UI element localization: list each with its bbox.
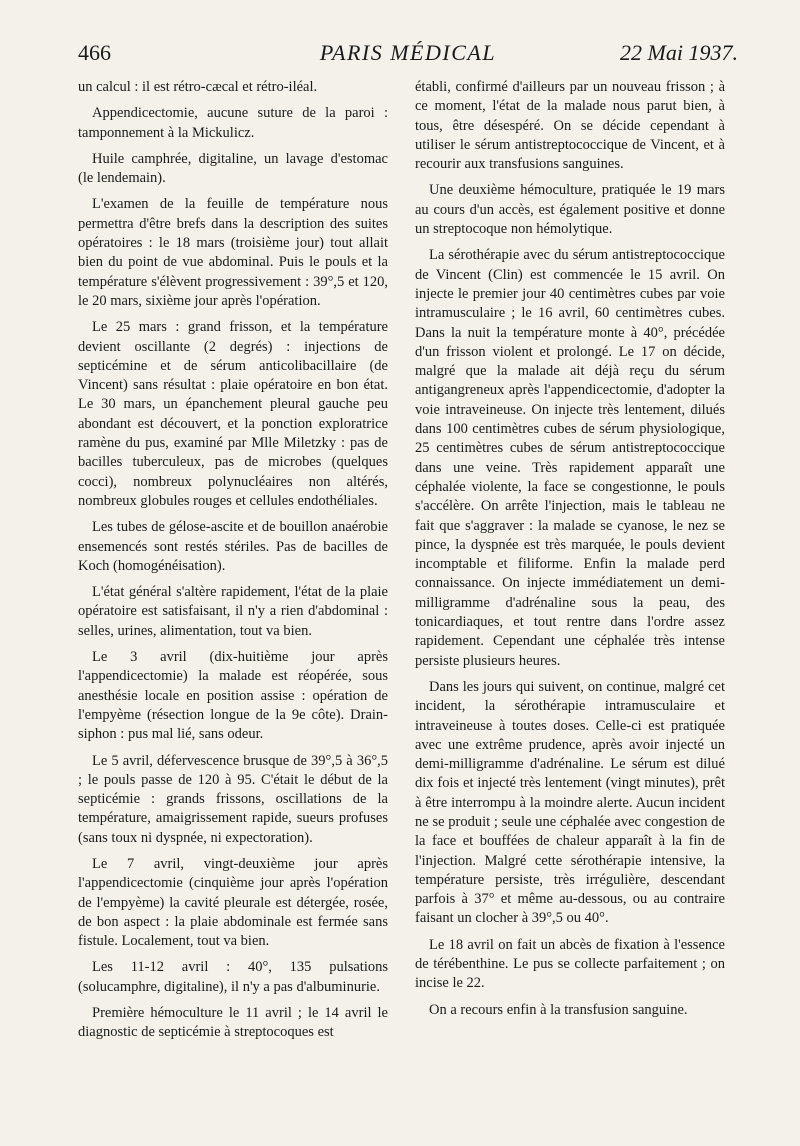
paragraph: établi, confirmé d'ailleurs par un nouveau frisson ; à ce moment, l'état de la malade nous parut bien, à tous, être désespéré. On se décide cependant à utiliser le sérum antistreptococcique de Vincent, et à recourir aux transfusions sanguines. (415, 79, 725, 173)
paragraph: Dans les jours qui suivent, on continue, malgré cet incident, la sérothérapie intramusculaire et intraveineuse à toutes doses. Celle-ci est pratiquée avec une extrême prudence, après avoir injecté un demi-milligramme d'adrénaline. Le sérum est dilué dix fois et injecté très lentement (vingt minutes), prêt à être interrompu à la moindre alerte. Aucun incident ne se produit ; seule une céphalée avec congestion de la face et bouffées de chaleur apparaît à la fin de l'injection. Malgré cette sérothérapie intensive, la température persiste, très irrégulière, descendant parfois à 37° et même au-dessous, ou au contraire faisant un clocher à 39°,5 ou 40°. (415, 678, 725, 927)
paragraph: Le 3 avril (dix-huitième jour après l'appendicectomie) la malade est réopérée, sous anesthésie locale en position assise : opération de l'empyème (résection longue de la 9e côte). Drain-siphon : pus mal lié, sans odeur. (78, 649, 388, 743)
paragraph: Première hémoculture le 11 avril ; le 14 avril le diagnostic de septicémie à streptocoques est (78, 1005, 388, 1041)
paragraph: Le 25 mars : grand frisson, et la température devient oscillante (2 degrés) : injections de septicémine et de sérum anticolibacillaire (de Vincent) sans résultat : plaie opératoire en bon état. Le 30 mars, un épanchement pleural gauche peu abondant est découvert, et la ponction exploratrice ramène du pus, examiné par Mlle Miletzky : pas de bacilles tuberculeux, pas de microbes (quelques cocci), nombreux polynucléaires non altérés, nombreux globules rouges et cellules endothéliales. (78, 319, 388, 509)
paragraph: Le 5 avril, défervescence brusque de 39°,5 à 36°,5 ; le pouls passe de 120 à 95. C'était le début de la septicémie : grands frissons, oscillations de la température, amaigrissement rapide, sueurs profuses (sans toux ni dyspnée, ni expectoration). (78, 752, 388, 846)
paragraph: Le 18 avril on fait un abcès de fixation à l'essence de térébenthine. Le pus se collecte parfaitement ; on incise le 22. (415, 936, 725, 992)
right-column (415, 78, 725, 1027)
paragraph: Les tubes de gélose-ascite et de bouillon anaérobie ensemencés sont restés stériles. Pas de bacilles de Koch (homogénéisation). (78, 519, 388, 574)
journal-title: PARIS MÉDICAL (319, 40, 497, 65)
left-column (78, 78, 388, 1050)
paragraph: Appendicectomie, aucune suture de la paroi : tamponnement à la Mickulicz. (78, 105, 388, 141)
paragraph: L'état général s'altère rapidement, l'état de la plaie opératoire est satisfaisant, il n'y a rien d'abdominal : selles, urines, alimentation, tout va bien. (78, 584, 388, 639)
paragraph: La sérothérapie avec du sérum antistreptococcique de Vincent (Clin) est commencée le 15 avril. On injecte le premier jour 40 centimètres cubes par voie intramusculaire ; le 16 avril, 60 centimètres cubes. Dans la nuit la température monte à 40°, précédée d'un frisson violent et prolongé. Le 17 on décide, malgré que la malade ait déjà reçu du sérum antigangreneux après l'appendicectomie, d'adopter la voie intraveineuse. On injecte très lentement, dilués dans 100 centimètres cubes de sérum physiologique, 25 centimètres cubes de sérum antistreptococcique dans une veine. Très rapidement apparaît une céphalée violente, la face se congestionne, le pouls s'accélère. On arrête l'injection, mais le tableau ne fait que s'aggraver : la malade se cyanose, le nez se pince, la dyspnée est très marquée, le pouls devient incomptable et filiforme. Enfin la malade perd connaissance. On injecte immédiatement un demi-milligramme d'adrénaline sous la peau, des tonicardiaques, et tout rentre dans l'ordre assez rapidement. Cependant une céphalée très intense persiste plusieurs heures. (415, 247, 725, 669)
paragraph: Une deuxième hémoculture, pratiquée le 19 mars au cours d'un accès, est également positive et donne un streptocoque non hémolytique. (415, 182, 725, 238)
paragraph: Le 7 avril, vingt-deuxième jour après l'appendicectomie (cinquième jour après l'opération de l'empyème) la cavité pleurale est détergée, rosée, de bon aspect : la plaie abdominale est fermée sans fistule. Localement, tout va bien. (78, 855, 388, 950)
page-header (78, 40, 738, 70)
paragraph: un calcul : il est rétro-cæcal et rétro-iléal. (78, 79, 318, 95)
page-number: 466 (78, 40, 111, 65)
paragraph: Les 11-12 avril : 40°, 135 pulsations (solucamphre, digitaline), il n'y a pas d'albuminurie. (78, 959, 388, 995)
issue-date: 22 Mai 1937. (620, 40, 738, 65)
paragraph: On a recours enfin à la transfusion sanguine. (429, 1001, 688, 1018)
paragraph: Huile camphrée, digitaline, un lavage d'estomac (le lendemain). (78, 150, 388, 187)
paragraph: L'examen de la feuille de température nous permettra d'être brefs dans la description des suites opératoires : le 18 mars (troisième jour) tout allait bien du point de vue abdominal. Puis le pouls et la température s'élèvent progressivement : 39°,5 et 120, le 20 mars, sixième jour après l'opération. (78, 196, 388, 309)
